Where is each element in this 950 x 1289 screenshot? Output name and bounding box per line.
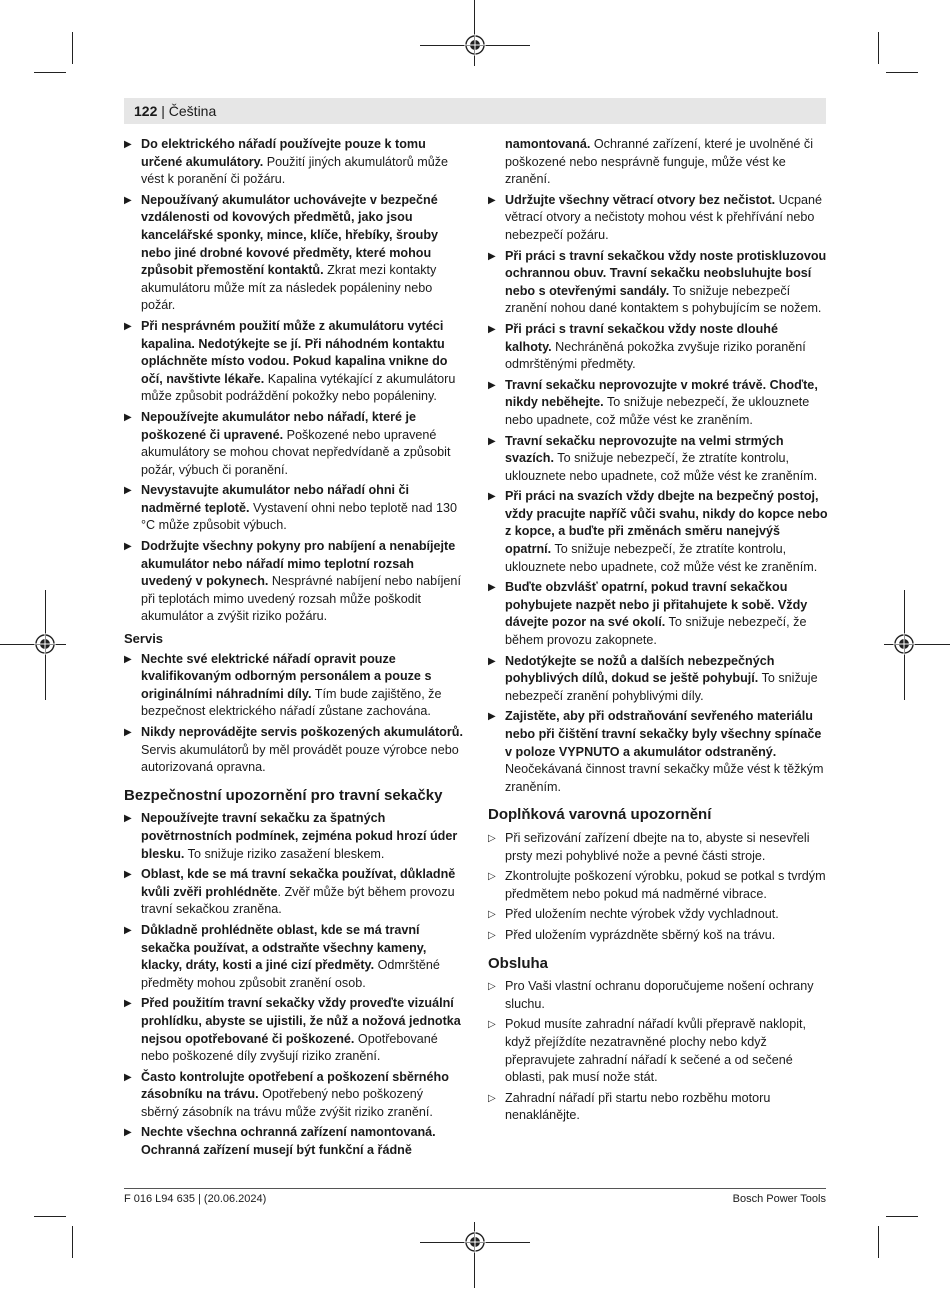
bullet-arrow-icon: ▶ — [124, 869, 132, 881]
list-item-text: Použití jiných akumulátorů může vést k poranění či požáru. — [141, 154, 449, 187]
left-column — [124, 136, 464, 1163]
list-item — [488, 978, 828, 1013]
crop-mark — [474, 0, 475, 66]
list-item — [488, 192, 828, 245]
list-item-bold: Nepoužívejte travní sekačku za špatných povětrnostních podmínek, zejména pokud hrozí úder blesku. — [141, 811, 458, 861]
bullet-arrow-icon: ▶ — [488, 491, 496, 503]
bullet-arrow-icon: ▷ — [488, 909, 496, 921]
list-item-text: . Zvěř může být během provozu travní sekačkou zraněna. — [141, 884, 455, 917]
bullet-arrow-icon: ▶ — [124, 541, 132, 553]
mower-heading: Bezpečnostní upozornění pro travní sekačky — [124, 786, 443, 804]
list-item — [488, 1090, 828, 1125]
bullet-arrow-icon: ▶ — [124, 653, 132, 665]
list-item — [488, 488, 828, 576]
footer-doc-id: F 016 L94 635 | (20.06.2024) — [124, 1193, 267, 1205]
list-item — [124, 922, 464, 992]
left-items — [124, 136, 464, 626]
bullet-arrow-icon: ▶ — [124, 194, 132, 206]
list-item-text: Odmrštěné předměty mohou způsobit zranění osob. — [141, 958, 440, 990]
list-item — [124, 1124, 464, 1159]
bullet-arrow-icon: ▷ — [488, 1019, 496, 1031]
list-item-bold: Nikdy neprovádějte servis poškozených akumulátorů. — [141, 725, 463, 739]
list-item-text: To snižuje nebezpečí, že ztratíte kontrolu, uklouznete nebo upadnete, což může vést ke zraněním. — [505, 542, 818, 574]
list-item-text: To snižuje nebezpečí zranění nohou dané kontaktem s pohybujícím se nožem. — [505, 283, 822, 316]
list-item-text: Při seřizování zařízení dbejte na to, abyste si nesevřeli prsty mezi pohyblivé nože a pevné části stroje. — [505, 830, 810, 863]
list-item-bold: Nedotýkejte se nožů a dalších nebezpečných pohyblivých dílů, dokud se ještě pohybují. — [505, 653, 775, 686]
bullet-arrow-icon: ▶ — [124, 998, 132, 1010]
crop-mark — [0, 644, 66, 645]
crop-mark — [72, 32, 73, 64]
registration-mark-icon — [464, 34, 486, 56]
servis-items — [124, 651, 464, 777]
list-item-text: To snižuje nebezpečí zranění pohyblivými díly. — [505, 671, 818, 703]
list-item-text: Před uložením nechte výrobek vždy vychladnout. — [505, 907, 779, 922]
list-item — [124, 810, 464, 863]
list-item-bold: Při práci na svazích vždy dbejte na bezpečný postoj, vždy pracujte napříč vůči svahu, nikdy do kopce nebo z kopce, a buďte při změnách směru nanejvýš opatrní. — [505, 489, 828, 557]
list-item-bold: Nepoužívaný akumulátor uchovávejte v bezpečné vzdálenosti od kovových předmětů, jako jsou kancelářské sponky, mince, klíče, hřebíky, šrouby nebo jiné drobné kovové předměty, které mohou způsobit přemostění kontaktů. — [141, 192, 439, 278]
bullet-arrow-icon: ▶ — [488, 582, 496, 594]
list-item-bold: Nepoužívejte akumulátor nebo nářadí, které je poškozené či upravené. — [141, 409, 417, 442]
list-item — [488, 433, 828, 486]
list-item — [488, 927, 828, 945]
bullet-arrow-icon: ▶ — [124, 1127, 132, 1139]
list-item-bold: Nechte své elektrické nářadí opravit pouze kvalifikovaným odborným personálem a pouze s originálními náhradními díly. — [141, 651, 432, 701]
bullet-arrow-icon: ▶ — [488, 379, 496, 391]
list-item-bold: Při nesprávném použití může z akumulátoru vytéci kapalina. Nedotýkejte se jí. Při náhodném kontaktu opláchněte místo vodou. Pokud kapalina vnikne do očí, navštivte lékaře. — [141, 318, 448, 386]
bullet-arrow-icon: ▷ — [488, 1092, 496, 1104]
crop-mark — [878, 32, 879, 64]
list-item — [488, 1016, 828, 1086]
continued-text: Ochranné zařízení, které je uvolněné či poškozené nebo nesprávně funguje, může vést ke zranění. — [505, 137, 813, 187]
list-item-text: Opotřebované nebo poškozené díly zvyšují riziko zranění. — [141, 1031, 438, 1064]
list-item-text: Pokud musíte zahradní nářadí kvůli přepravě naklopit, když přejíždíte nezatravněné plochy nebo když přepravujete zahradní nářadí k sečené a od sečené oblasti, pak musí nože stát. — [505, 1017, 807, 1085]
list-item-text: To snižuje nebezpečí, že uklouznete nebo upadnete, což může vést ke zraněním. — [505, 395, 810, 427]
bullet-arrow-icon: ▶ — [124, 1071, 132, 1083]
crop-mark — [886, 72, 918, 73]
bullet-arrow-icon: ▶ — [124, 320, 132, 332]
list-item — [488, 906, 828, 924]
list-item-bold: Travní sekačku neprovozujte na velmi strmých svazích. — [505, 433, 784, 466]
bullet-arrow-icon: ▶ — [488, 435, 496, 447]
list-item-text: To snižuje nebezpečí, že během provozu zakopnete. — [505, 615, 807, 648]
list-item-bold: Buďte obzvlášť opatrní, pokud travní sekačkou pohybujete nazpět nebo ji přitahujete k sobě. Vždy dávejte pozor na své okolí. — [505, 580, 808, 630]
list-item — [124, 192, 464, 315]
list-item-bold: Travní sekačku neprovozujte v mokré trávě. Choďte, nikdy neběhejte. — [505, 377, 818, 410]
list-item — [488, 321, 828, 374]
list-item — [488, 377, 828, 430]
list-item — [124, 482, 464, 535]
list-item-bold: Při práci s travní sekačkou vždy noste protiskluzovou ochrannou obuv. Travní sekačku neobsluhujte bosí nebo s otevřenými sandály. — [505, 248, 827, 298]
list-item — [124, 318, 464, 406]
list-item-bold: Důkladně prohlédněte oblast, kde se má travní sekačka používat, a odstraňte všechny kameny, klacky, dráty, kosti a jiné cizí předměty. — [141, 922, 427, 973]
list-item — [488, 248, 828, 318]
page-header-text: 122 | Čeština — [134, 103, 217, 119]
list-item-bold: Před použitím travní sekačky vždy proveďte vizuální prohlídku, abyste se ujistili, že nůž a nožová jednotka nejsou opotřebované či poškozené. — [141, 996, 461, 1046]
bullet-arrow-icon: ▶ — [124, 485, 132, 497]
crop-mark — [34, 1216, 66, 1217]
servis-heading: Servis — [124, 631, 164, 647]
list-item-text: Vystavení ohni nebo teplotě nad 130 °C může způsobit výbuch. — [141, 500, 457, 533]
list-item — [124, 1069, 464, 1122]
registration-mark-icon — [464, 1231, 486, 1253]
list-item — [124, 538, 464, 626]
list-item — [488, 579, 828, 649]
list-item-text: Neočekávaná činnost travní sekačky může vést k těžkým zraněním. — [505, 762, 824, 794]
list-item — [124, 866, 464, 919]
bullet-arrow-icon: ▷ — [488, 981, 496, 993]
list-item-text: Nesprávné nabíjení nebo nabíjení při teplotách mimo uvedený rozsah může poškodit akumulátor a zvýšit riziko požáru. — [141, 574, 461, 624]
crop-mark — [72, 1226, 73, 1258]
bullet-arrow-icon: ▶ — [124, 727, 132, 738]
list-item — [124, 409, 464, 479]
list-item-bold: Často kontrolujte opotřebení a poškození sběrného zásobníku na trávu. — [141, 1069, 449, 1102]
list-item-text: Pro Vaši vlastní ochranu doporučujeme nošení ochrany sluchu. — [505, 979, 814, 1011]
bullet-arrow-icon: ▷ — [488, 871, 496, 883]
list-item-text: To snižuje nebezpečí, že ztratíte kontrolu, uklouznete nebo upadnete, což může vést ke zraněním. — [505, 451, 818, 483]
bullet-arrow-icon: ▷ — [488, 832, 496, 844]
page-footer — [124, 1188, 826, 1205]
list-item — [488, 868, 828, 903]
list-item — [124, 136, 464, 189]
additional-items — [488, 830, 828, 945]
list-item-bold: Při práci s travní sekačkou vždy noste dlouhé kalhoty. — [505, 321, 778, 354]
list-item — [124, 724, 464, 777]
list-item-bold: Udržujte všechny větrací otvory bez nečistot. — [505, 192, 776, 207]
continued-bold: namontovaná. — [505, 137, 591, 151]
list-item-text: Tím bude zajištěno, že bezpečnost elektrického nářadí zůstane zachována. — [141, 686, 442, 719]
crop-mark — [886, 1216, 918, 1217]
additional-heading: Doplňková varovná upozornění — [488, 806, 712, 824]
list-item-bold: Dodržujte všechny pokyny pro nabíjení a nenabíjejte akumulátor nebo nářadí mimo teplotní rozsah uvedený v pokynech. — [141, 539, 456, 589]
right-items — [488, 192, 828, 797]
list-item — [488, 653, 828, 706]
registration-mark-icon — [893, 633, 915, 655]
list-item-text: Servis akumulátorů by měl provádět pouze výrobce nebo autorizovaná opravna. — [141, 742, 459, 775]
list-item — [488, 830, 828, 865]
bullet-arrow-icon: ▶ — [488, 711, 496, 723]
list-item-text: To snižuje riziko zasažení bleskem. — [184, 846, 385, 861]
continued-paragraph — [488, 136, 828, 189]
list-item-text: Nechráněná pokožka zvyšuje riziko poranění odmrštěnými předměty. — [505, 339, 806, 372]
right-column — [488, 136, 828, 1128]
list-item-text: Zkontrolujte poškození výrobku, pokud se potkal s tvrdým předmětem nebo pokud má nadměrné vibrace. — [505, 869, 826, 901]
list-item-bold: Nechte všechna ochranná zařízení namontovaná. Ochranná zařízení musejí být funkční a řádně — [141, 1125, 436, 1158]
page-number: 122 — [134, 103, 158, 119]
bullet-arrow-icon: ▶ — [488, 655, 496, 667]
list-item-bold: Oblast, kde se má travní sekačka používat, důkladně kvůli zvěři prohlédněte — [141, 867, 456, 899]
list-item — [124, 651, 464, 721]
list-item — [488, 708, 828, 796]
list-item — [124, 995, 464, 1065]
list-item-text: Zkrat mezi kontakty akumulátoru může mít za následek popáleniny nebo požár. — [141, 263, 437, 313]
bullet-arrow-icon: ▶ — [488, 250, 496, 262]
bullet-arrow-icon: ▶ — [124, 924, 132, 936]
bullet-arrow-icon: ▶ — [124, 139, 132, 150]
mower-items — [124, 810, 464, 1159]
list-item-text: Ucpané větrací otvory a nečistoty mohou vést k přehřívání nebo nebezpečí požáru. — [505, 192, 823, 242]
obsluha-items — [488, 978, 828, 1125]
list-item-bold: Zajistěte, aby při odstraňování sevřeného materiálu nebo při čištění travní sekačky byly všechny spínače v poloze VYPNUTO a akumulátor odstraněný. — [505, 709, 822, 759]
bullet-arrow-icon: ▶ — [124, 411, 132, 423]
list-item-text: Kapalina vytékající z akumulátoru může způsobit podráždění pokožky nebo popáleniny. — [141, 371, 456, 404]
crop-mark — [878, 1226, 879, 1258]
bullet-arrow-icon: ▶ — [488, 323, 496, 335]
bullet-arrow-icon: ▶ — [488, 194, 496, 206]
page-header — [124, 98, 826, 124]
bullet-arrow-icon: ▶ — [124, 813, 132, 825]
list-item-text: Zahradní nářadí při startu nebo rozběhu motoru nenaklánějte. — [505, 1090, 771, 1123]
registration-mark-icon — [34, 633, 56, 655]
page-language: Čeština — [168, 103, 217, 119]
list-item-bold: Do elektrického nářadí používejte pouze k tomu určené akumulátory. — [141, 137, 426, 169]
crop-mark — [34, 72, 66, 73]
footer-brand: Bosch Power Tools — [732, 1193, 826, 1205]
list-item-text: Poškozené nebo upravené akumulátory se mohou chovat nepředvídaně a způsobit požár, výbuch či poranění. — [141, 427, 451, 477]
list-item-bold: Nevystavujte akumulátor nebo nářadí ohni či nadměrné teplotě. — [141, 483, 410, 515]
obsluha-heading: Obsluha — [488, 954, 549, 972]
list-item-text: Opotřebený nebo poškozený sběrný zásobník na trávu může zvýšit riziko zranění. — [141, 1087, 433, 1119]
list-item-text: Před uložením vyprázdněte sběrný koš na trávu. — [505, 927, 776, 942]
bullet-arrow-icon: ▷ — [488, 929, 496, 941]
